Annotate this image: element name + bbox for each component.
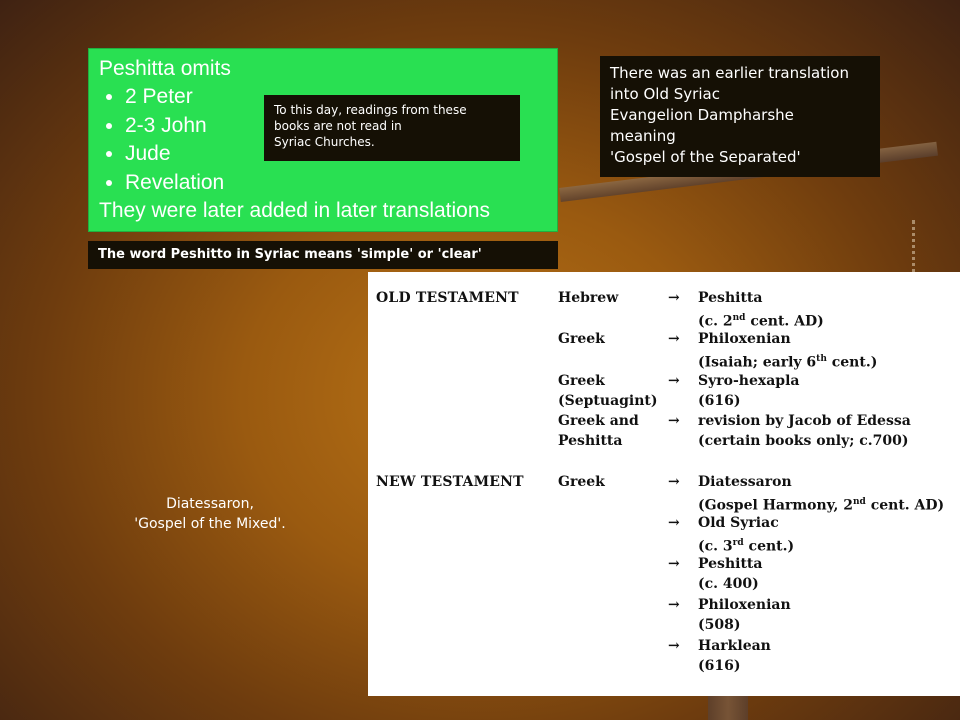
list-item: • Jude <box>125 140 547 169</box>
ot-detail: (c. 2nd cent. AD) <box>698 313 824 330</box>
nt-detail: (Gospel Harmony, 2nd cent. AD) <box>698 497 945 514</box>
arrow-icon: → <box>668 413 680 429</box>
arrow-icon: → <box>668 556 680 572</box>
translations-table <box>368 272 960 696</box>
ot-source: Peshitta <box>558 433 623 449</box>
ot-source: Greek <box>558 373 605 389</box>
nt-target: Old Syriac <box>698 515 779 531</box>
old-testament-label: OLD TESTAMENT <box>376 290 519 306</box>
ot-target: Peshitta <box>698 290 763 306</box>
nt-detail: (616) <box>698 658 741 674</box>
note-line: To this day, readings from these <box>274 103 467 117</box>
diatessaron-caption <box>100 494 320 534</box>
omits-heading: Peshitta omits <box>99 57 231 80</box>
ot-target: Philoxenian <box>698 331 791 347</box>
arrow-icon: → <box>668 474 680 490</box>
arrow-icon: → <box>668 515 680 531</box>
nt-source: Greek <box>558 474 605 490</box>
arrow-icon: → <box>668 638 680 654</box>
nt-detail: (508) <box>698 617 741 633</box>
ot-source: (Septuagint) <box>558 393 658 409</box>
ot-detail: (Isaiah; early 6th cent.) <box>698 354 878 371</box>
list-item: • Revelation <box>125 169 547 198</box>
nt-target: Harklean <box>698 638 771 654</box>
ot-source: Hebrew <box>558 290 619 306</box>
ot-source: Greek <box>558 331 605 347</box>
arrow-icon: → <box>668 331 680 347</box>
arrow-icon: → <box>668 290 680 306</box>
list-item: • 2-3 John <box>125 112 547 141</box>
ot-source: Greek and <box>558 413 639 429</box>
note-line: Syriac Churches. <box>274 135 375 149</box>
arrow-icon: → <box>668 373 680 389</box>
omits-footer: They were later added in later translations <box>99 199 491 222</box>
nt-target: Peshitta <box>698 556 763 572</box>
nt-detail: (c. 3rd cent.) <box>698 538 795 555</box>
nt-detail: (c. 400) <box>698 576 759 592</box>
ot-target: Syro-hexapla <box>698 373 800 389</box>
nt-target: Diatessaron <box>698 474 792 490</box>
diatessaron-line1: Diatessaron, <box>166 496 254 512</box>
ot-detail: (616) <box>698 393 741 409</box>
ot-detail: (certain books only; c.700) <box>698 433 909 449</box>
diatessaron-line2: 'Gospel of the Mixed'. <box>134 516 286 532</box>
nt-target: Philoxenian <box>698 597 791 613</box>
arrow-icon: → <box>668 597 680 613</box>
note-line: books are not read in <box>274 119 402 133</box>
new-testament-label: NEW TESTAMENT <box>376 474 524 490</box>
old-syriac-note: There was an earlier translation into Old Syriac Evangelion Dampharshe meaning 'Gospel of the Separated' <box>600 56 880 177</box>
syriac-churches-note <box>264 95 520 161</box>
scale-chain-decoration <box>912 220 931 280</box>
peshitto-meaning-bar: The word Peshitto in Syriac means 'simple' or 'clear' <box>88 241 558 269</box>
list-item: • 2 Peter <box>125 83 547 112</box>
ot-target: revision by Jacob of Edessa <box>698 413 911 429</box>
